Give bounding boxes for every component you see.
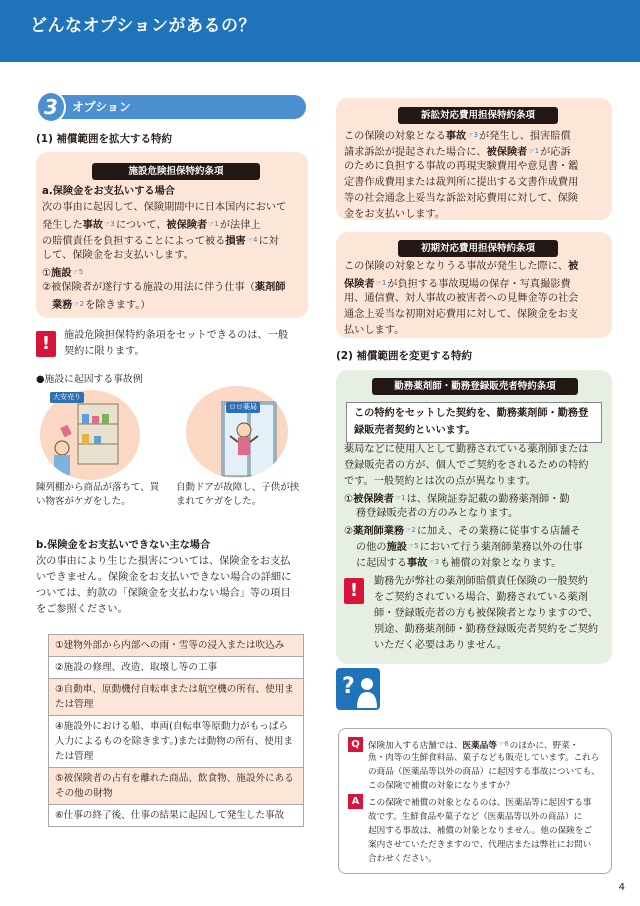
- note-line: 施設危険担保特約条項をセットできるのは、一般: [64, 330, 289, 341]
- text-line: の賠償責任を負担することによって被る損害☞4に対: [42, 232, 279, 251]
- text-line: 次の事由に起因して、保険期間中に日本国内において: [42, 202, 287, 213]
- text-line: 発生した事故☞3について、被保険者☞1が法律上: [42, 216, 261, 235]
- example-heading: ●施設に起因する事故例: [36, 374, 143, 385]
- note-line: 師・登録販売者の方も被保険者となりますので、: [374, 608, 598, 619]
- page-number: 4: [618, 882, 625, 893]
- reference-icon: ☞3: [104, 220, 115, 228]
- text-line: 払いします。: [344, 325, 405, 336]
- reference-icon: ☞4: [246, 236, 258, 244]
- question-label: Q: [348, 737, 363, 752]
- text-line: 請求訴訟が提起された場合に、被保険者☞1が応訴: [344, 143, 571, 162]
- reference-icon: ☞3: [428, 558, 440, 566]
- text-line: 登録販売者の方が、個人でご契約をされるための特約: [344, 460, 589, 471]
- contract-definition-box: [346, 402, 602, 443]
- table-row: ⑥仕事の終了後、仕事の結果に起因して発生した事故: [48, 805, 304, 827]
- reference-icon: ☞3: [467, 131, 478, 139]
- table-row: ①建物外部から内部への雨・雪等の浸入または吹込み: [48, 634, 304, 657]
- qa-line: 合わせください。: [368, 854, 437, 864]
- answer-label: A: [348, 794, 363, 809]
- text-line: 定書作成費用または裁判所に提出する文書作成費用: [344, 177, 579, 188]
- facility-risk-tag: 施設危険担保特約条項: [92, 163, 260, 180]
- qa-line: 保険加入する店舗では、医薬品等☞6のほかに、野菜・: [368, 737, 578, 753]
- text-line: この特約をセットした契約を、勤務薬剤師・勤務登: [354, 408, 589, 419]
- qa-line: 故です。生鮮食品や菓子など（医薬品等以外の商品）に: [368, 812, 583, 822]
- table-row: ⑤被保険者の占有を離れた商品、飲食物、施設外にあるその他の財物: [48, 768, 304, 805]
- text-line: 務登録販売者の方のみとなります。: [356, 508, 519, 519]
- heading-b: b.保険金をお支払いできない主な場合: [36, 540, 211, 551]
- reference-icon: ☞6: [497, 740, 509, 748]
- text-line: ①施設☞5: [42, 264, 84, 283]
- text-line: この保険の対象となる事故☞3が発生し、損害賠償: [344, 127, 571, 146]
- qa-line: 魚・肉等の生鮮食料品、菓子なども販売しています。これら: [368, 753, 600, 763]
- text-line: 薬局などに使用人として勤務されている薬剤師または: [344, 444, 589, 455]
- door-accident-illustration: [186, 386, 288, 478]
- table-row: ④施設外における船、車両(自転車等原動力がもっぱら人力によるものを除きます。)または動物の所有、使用または管理: [48, 716, 304, 768]
- page-title: どんなオプションがあるの？: [30, 16, 256, 36]
- caption-line: い物客がケガをした。: [36, 496, 131, 507]
- reference-icon: ☞1: [394, 494, 406, 502]
- table-row: ③自動車、原動機付自転車または航空機の所有、使用または管理: [48, 679, 304, 716]
- caption-line: まれてケガをした。: [176, 496, 262, 507]
- reference-icon: ☞2: [405, 526, 416, 534]
- text-line: 録販売者契約といいます。: [354, 424, 476, 436]
- question-person-icon: [336, 668, 380, 710]
- initial-response-tag: 初期対応費用担保特約条項: [398, 240, 558, 257]
- reference-icon: ☞2: [73, 300, 85, 308]
- reference-icon: ☞5: [72, 268, 84, 276]
- subheading-expand: (1) 補償範囲を拡大する特約: [36, 133, 173, 145]
- text-line: 金をお支払いします。: [344, 209, 446, 220]
- text-line: して、保険金をお支払いします。: [42, 250, 194, 261]
- subheading-change: (2) 補償範囲を変更する特約: [336, 350, 473, 362]
- qa-line: この保険で補償の対象になりますか？: [368, 781, 515, 791]
- text-line: 次の事由により生じた損害については、保険金をお支払: [36, 556, 291, 567]
- page-header: [0, 0, 640, 62]
- exclusions-table: [48, 634, 304, 827]
- text-line: 用、通信費、対人事故の被害者への見舞金等の社会: [344, 293, 579, 304]
- text-line: のために負担する事故の再現実験費用や意見書・鑑: [344, 161, 579, 172]
- text-line: ②被保険者が遂行する施設の用法に伴う仕事（薬剤師: [42, 282, 286, 293]
- warning-icon: !: [344, 578, 364, 604]
- table-row: ②施設の修理、改造、取壊し等の工事: [48, 657, 304, 679]
- shelf-accident-illustration: [40, 390, 140, 480]
- text-line: をご参照ください。: [36, 604, 128, 615]
- text-line: いできません。保険金をお支払いできない場合の詳細に: [36, 572, 292, 583]
- text-line: この保険の対象となりうる事故が発生した際に、被: [344, 261, 579, 272]
- reference-icon: ☞5: [407, 542, 419, 550]
- note-line: をご契約されている場合、勤務されている薬剤: [374, 592, 588, 603]
- warning-icon: !: [36, 331, 56, 357]
- note-line: いただく必要はありません。: [374, 640, 508, 651]
- caption-line: 陳列棚から商品が落ちて、買: [36, 482, 160, 493]
- note-line: 契約に限ります。: [64, 346, 145, 357]
- note-line: 勤務先が弊社の薬剤師賠償責任保険の一般契約: [374, 576, 588, 587]
- litigation-cost-tag: 訴訟対応費用担保特約条項: [398, 107, 558, 124]
- reference-icon: ☞1: [208, 220, 219, 228]
- text-line: ①被保険者☞1は、保険証券記載の勤務薬剤師・勤: [344, 490, 570, 509]
- text-line: です。一般契約とは次の点が異なります。: [344, 476, 536, 487]
- text-line: に起因する事故☞3も補償の対象となります。: [356, 554, 561, 573]
- pharmacy-sign: ロロ薬局: [226, 402, 260, 413]
- text-line: 保険者☞1が負担する事故現場の保存・写真撮影費: [344, 275, 571, 294]
- qa-line: この保険で補償の対象となるのは、医薬品等に起因する事: [368, 798, 592, 808]
- question-mark: ?: [342, 674, 355, 699]
- text-line: ②薬剤師業務☞2に加え、その業務に従事する店舗そ: [344, 522, 580, 541]
- reference-icon: ☞1: [375, 279, 387, 287]
- sale-sign: 大安売り: [50, 392, 84, 403]
- text-line: の他の施設☞5において行う薬剤師業務以外の仕事: [356, 538, 583, 557]
- section-number: 3: [36, 91, 66, 123]
- text-line: 業務☞2を除きます。）: [52, 296, 151, 315]
- section-title: オプション: [72, 100, 131, 114]
- caption-line: 自動ドアが故障し、子供が挟: [176, 482, 300, 493]
- reference-icon: ☞1: [528, 147, 540, 155]
- heading-a: a.保険金をお支払いする場合: [42, 186, 175, 197]
- text-line: ついては、約款の「保険金を支払わない場合」等の項目: [36, 588, 291, 599]
- employed-pharmacist-tag: 勤務薬剤師・勤務登録販売者特約条項: [372, 378, 578, 395]
- qa-line: 案内させていただきますので、代理店または弊社にお問い: [368, 840, 592, 850]
- text-line: 通念上妥当な初期対応費用に対して、保険金をお支: [344, 309, 579, 320]
- note-line: 別途、勤務薬剤師・勤務登録販売者契約をご契約: [374, 624, 599, 635]
- qa-line: 起因する事故は、補償の対象となりません。他の保険をご: [368, 826, 592, 836]
- qa-line: の商品（医薬品等以外の商品）に起因する事故についても、: [368, 767, 600, 777]
- text-line: 等の社会通念上妥当な訴訟対応費用に対して、保険: [344, 193, 579, 204]
